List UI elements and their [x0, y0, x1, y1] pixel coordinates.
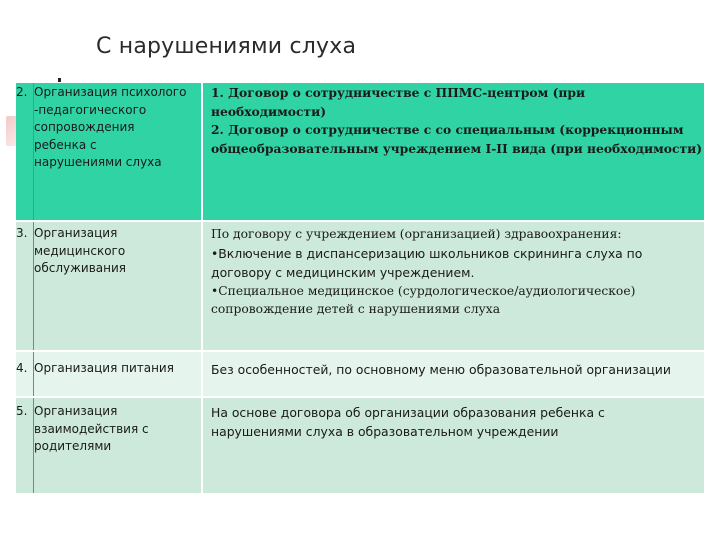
content-line: необходимости) — [211, 103, 327, 119]
row-label-cell — [16, 83, 202, 221]
table-row — [16, 83, 704, 221]
row-label: Организация психолого -педагогического сопровождения ребенка с нарушениями слуха — [34, 85, 187, 169]
content-line: На основе договора об организации образования ребенка с — [211, 405, 605, 420]
row-content-cell — [202, 351, 704, 397]
table-row — [16, 221, 704, 351]
content-line: 1. Договор о сотрудничестве с ППМС-центром (при — [211, 85, 586, 100]
page-title: С нарушениями слуха — [96, 34, 357, 59]
row-number: 3. — [16, 226, 28, 240]
row-number: 4. — [16, 361, 28, 375]
content-line: договору с медицинским учреждением. — [211, 264, 475, 280]
content-line: Без особенностей, по основному меню образовательной организации — [211, 362, 671, 377]
row-number: 2. — [16, 85, 28, 99]
content-line: По договору с учреждением (организацией) здравоохранения: — [211, 227, 622, 241]
row-label-cell — [16, 221, 202, 351]
content-line: 2. Договор о сотрудничестве с со специальным (коррекционным — [211, 122, 684, 137]
row-number: 5. — [16, 404, 28, 418]
content-line: сопровождение детей с нарушениями слуха — [211, 302, 501, 316]
row-label-cell — [16, 397, 202, 494]
conditions-table — [16, 83, 704, 495]
row-label: Организация питания — [34, 361, 174, 375]
number-divider — [33, 398, 34, 493]
number-divider — [33, 222, 34, 350]
row-label: Организация медицинского обслуживания — [34, 226, 127, 275]
content-line: •Специальное медицинское (сурдологическое/аудиологическое) — [211, 283, 636, 298]
number-divider — [33, 352, 34, 396]
table-row — [16, 351, 704, 397]
content-line: •Включение в диспансеризацию школьников скрининга слуха по — [211, 245, 643, 261]
content-line: нарушениями слуха в образовательном учреждении — [211, 424, 559, 439]
row-label-cell — [16, 351, 202, 397]
number-divider — [33, 83, 34, 220]
row-content-cell — [202, 83, 704, 221]
bullet-marker — [58, 78, 61, 82]
row-content-cell — [202, 221, 704, 351]
row-content-cell — [202, 397, 704, 494]
content-line: общеобразовательным учреждением I-II вида (при необходимости) — [211, 140, 703, 156]
table-row — [16, 397, 704, 494]
row-label: Организация взаимодействия с родителями — [34, 404, 149, 453]
